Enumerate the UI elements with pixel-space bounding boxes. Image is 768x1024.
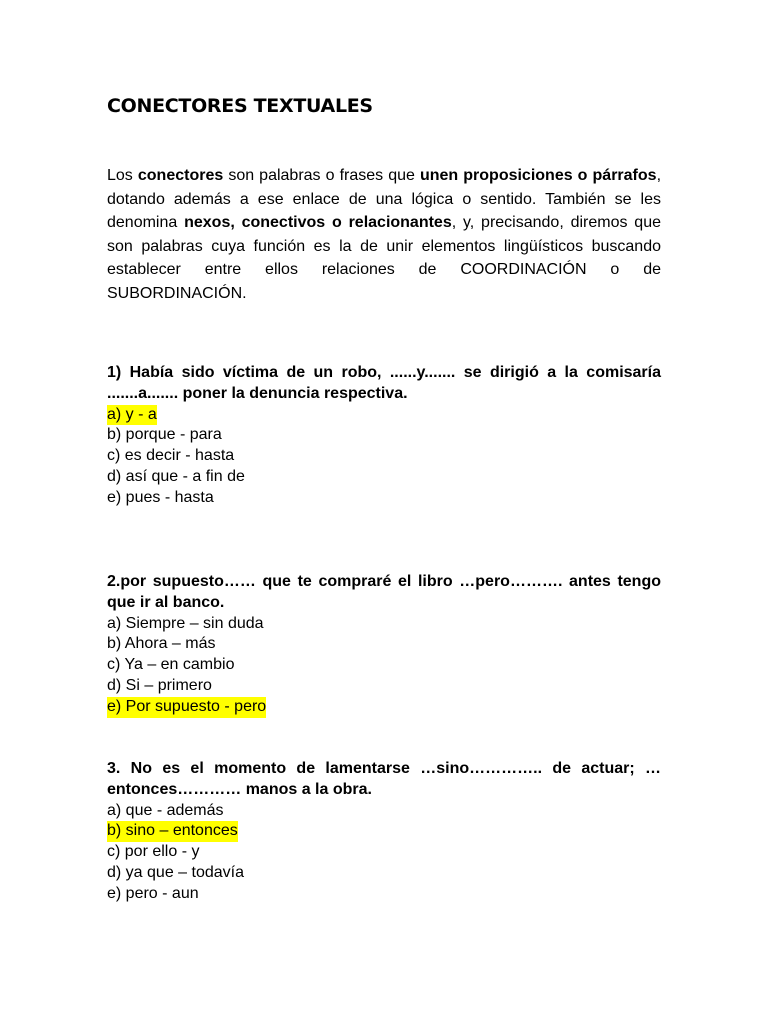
question-2-option-e: e) Por supuesto - pero — [107, 697, 661, 718]
intro-bold-2: unen proposiciones o párrafos — [419, 167, 657, 184]
question-1-option-d: d) así que - a fin de — [107, 467, 245, 485]
question-2 — [107, 572, 661, 718]
question-1 — [107, 363, 661, 509]
intro-text-3: , dotando además a ese enlace de una lógica o sentido. También se les denomina — [107, 167, 662, 231]
intro-bold-3: nexos, conectivos o relacionantes — [184, 214, 452, 231]
question-1-option-a: a) y - a — [107, 405, 661, 426]
question-3 — [107, 759, 661, 905]
question-3-option-e: e) pero - aun — [107, 884, 199, 902]
question-3-option-b: b) sino – entonces — [107, 821, 661, 842]
question-1-option-b: b) porque - para — [107, 426, 222, 444]
question-1-option-c: c) es decir - hasta — [107, 447, 235, 465]
intro-bold-1: conectores — [137, 167, 224, 184]
question-2-option-d: d) Si – primero — [107, 676, 212, 694]
intro-text-1: Los — [107, 167, 138, 184]
question-3-option-a: a) que - además — [107, 801, 224, 819]
question-3-option-c: c) por ello - y — [107, 843, 200, 861]
question-2-text: 2.por supuesto…… que te compraré el libro …pero………. antes tengo que ir al banco. — [107, 573, 661, 611]
question-3-text: 3. No es el momento de lamentarse …sino………….. de actuar; …entonces………… manos a la obra. — [107, 760, 661, 798]
intro-text-4: , y, precisando, diremos que son palabras cuya función es la de unir elementos lingüísticos buscando establecer entre ellos relaciones de COORDINACIÓN o de SUBORDINACIÓN. — [107, 214, 661, 302]
question-2-option-a: a) Siempre – sin duda — [107, 614, 264, 632]
question-3-option-d: d) ya que – todavía — [107, 863, 244, 881]
question-1-text: 1) Había sido víctima de un robo, ......y....... se dirigió a la comisaría .......a....... poner la denuncia respectiva. — [107, 364, 661, 402]
question-2-option-b: b) Ahora – más — [107, 635, 216, 653]
question-1-option-e: e) pues - hasta — [107, 488, 214, 506]
intro-paragraph — [107, 164, 661, 305]
page-title: CONECTORES TEXTUALES — [107, 95, 373, 117]
question-2-option-c: c) Ya – en cambio — [107, 656, 235, 674]
intro-text-2: son palabras o frases que — [223, 167, 420, 184]
